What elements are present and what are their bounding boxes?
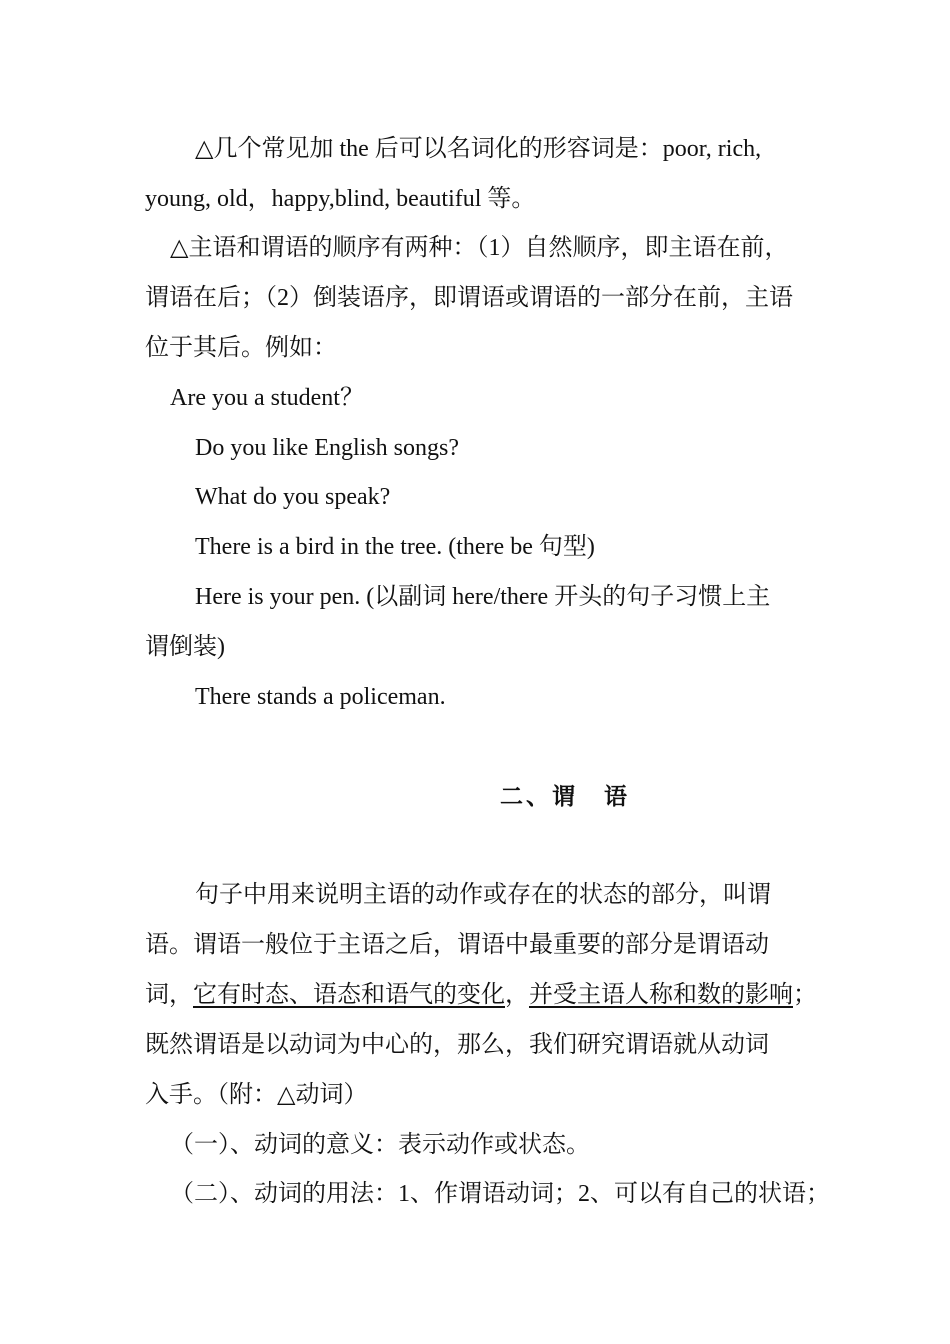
paragraph-line: （二）、动词的用法：1、作谓语动词；2、可以有自己的状语； [170, 1181, 830, 1207]
example-sentence: 谓倒装) [145, 634, 225, 660]
example-sentence: Here is your pen. (以副词 here/there 开头的句子习惯上主 [195, 584, 771, 610]
example-sentence: What do you speak? [195, 484, 391, 510]
paragraph-line: 句子中用来说明主语的动作或存在的状态的部分，叫谓 [195, 882, 771, 908]
paragraph-line: 语。谓语一般位于主语之后，谓语中最重要的部分是谓语动 [145, 932, 769, 958]
paragraph-line: 位于其后。例如： [145, 335, 337, 361]
paragraph-line: young, old，happy,blind, beautiful 等。 [145, 186, 536, 212]
paragraph-line: △主语和谓语的顺序有两种：（1）自然顺序，即主语在前， [170, 235, 789, 261]
text-segment: ， [505, 982, 529, 1008]
section-heading: 二、谓 语 [500, 784, 630, 810]
paragraph-line: 入手。（附：△动词） [145, 1082, 368, 1108]
example-sentence: There is a bird in the tree. (there be 句型) [195, 534, 595, 560]
example-sentence: Are you a student？ [170, 385, 364, 411]
paragraph-line: 谓语在后；（2）倒装语序，即谓语或谓语的一部分在前，主语 [145, 285, 793, 311]
paragraph-line: 既然谓语是以动词为中心的，那么，我们研究谓语就从动词 [145, 1032, 769, 1058]
paragraph-line: △几个常见加 the 后可以名词化的形容词是：poor, rich, [195, 136, 762, 162]
paragraph-line: （一）、动词的意义：表示动作或状态。 [170, 1132, 590, 1158]
text-segment: ； [793, 982, 817, 1008]
underlined-phrase: 并受主语人称和数的影响 [529, 982, 793, 1008]
example-sentence: There stands a policeman. [195, 684, 446, 710]
underlined-phrase: 它有时态、语态和语气的变化 [193, 982, 505, 1008]
text-segment: 词， [145, 982, 193, 1008]
paragraph-line [145, 980, 817, 1010]
example-sentence: Do you like English songs? [195, 435, 459, 461]
